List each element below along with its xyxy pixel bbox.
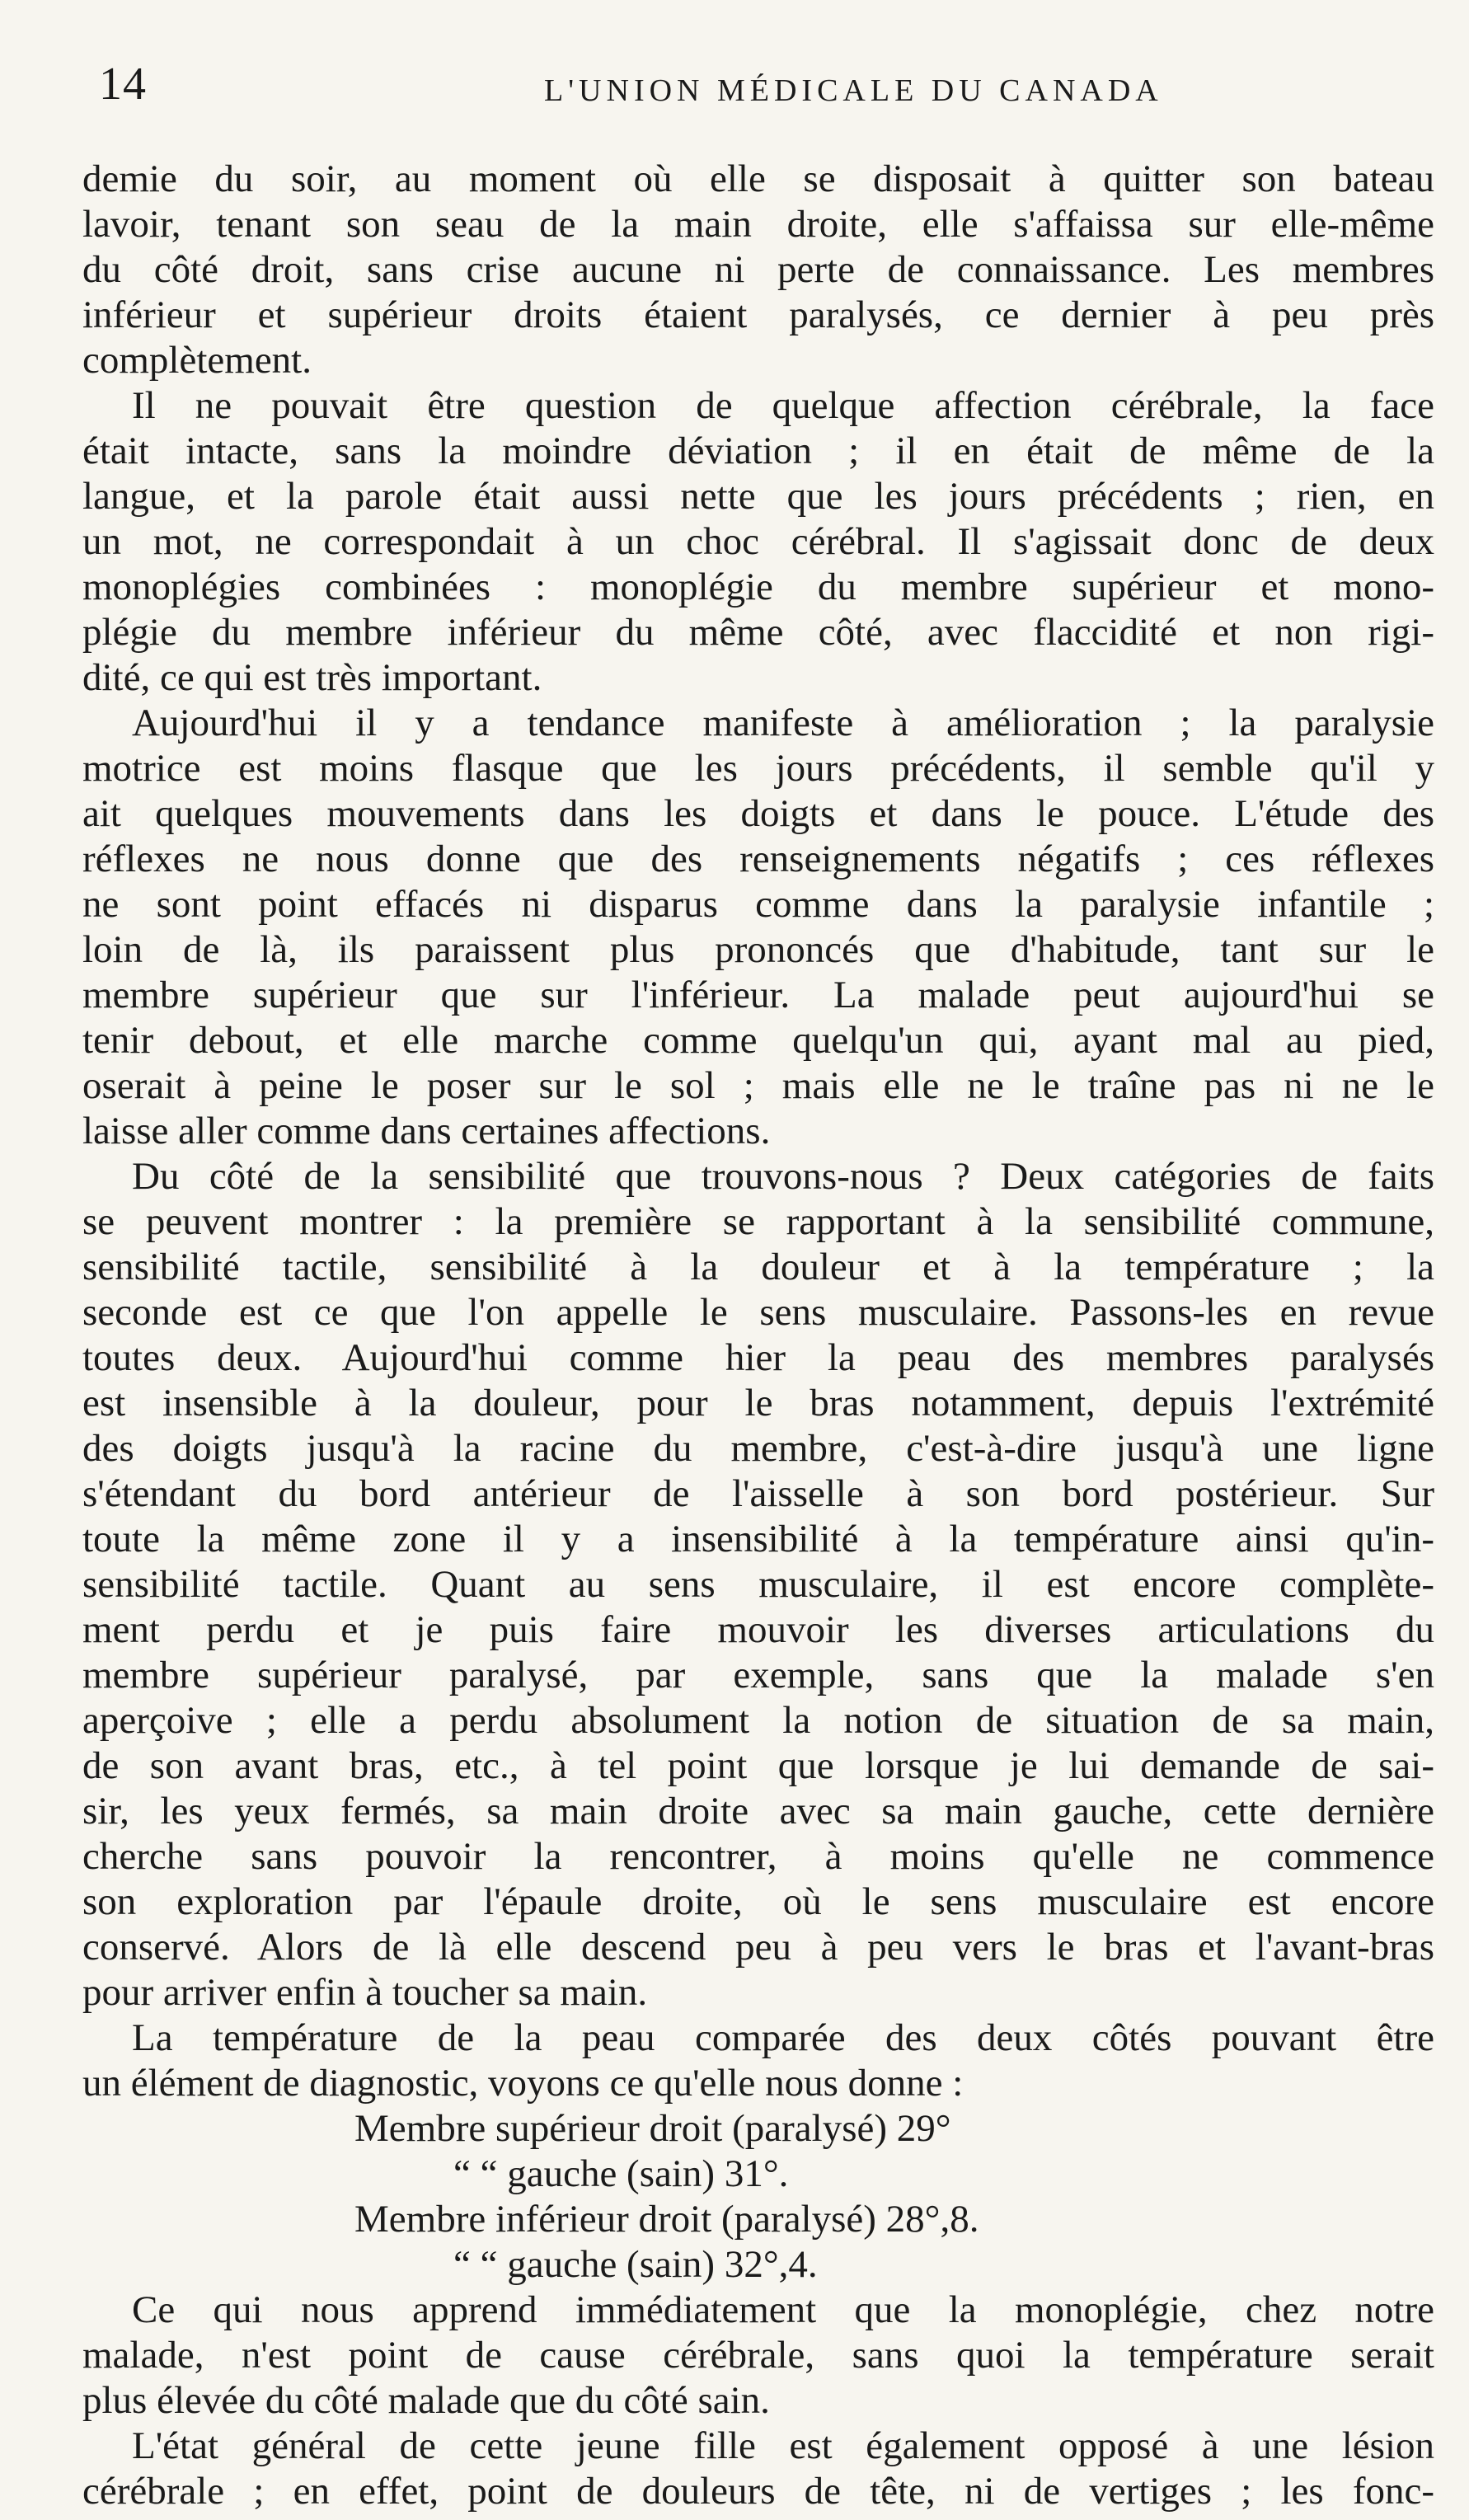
page-header <box>82 58 1420 124</box>
text-line: cérébrale ; en effet, point de douleurs de tête, ni de vertiges ; les fonc- <box>82 2470 1434 2513</box>
text-line: sensibilité tactile. Quant au sens musculaire, il est encore complète- <box>82 1563 1434 1606</box>
text-line: langue, et la parole était aussi nette que les jours précédents ; rien, en <box>82 475 1434 518</box>
text-line: La température de la peau comparée des deux côtés pouvant être <box>132 2016 1434 2059</box>
text-line: se peuvent montrer : la première se rapportant à la sensibilité commune, <box>82 1200 1434 1243</box>
text-line: demie du soir, au moment où elle se disposait à quitter son bateau <box>82 157 1434 200</box>
article-body <box>82 157 1434 2514</box>
running-title: L'UNION MÉDICALE DU CANADA <box>544 73 1163 108</box>
text-line: toute la même zone il y a insensibilité à la température ainsi qu'in- <box>82 1518 1434 1560</box>
temperature-row: Membre supérieur droit (paralysé) 29° <box>354 2107 951 2150</box>
text-line: toutes deux. Aujourd'hui comme hier la peau des membres paralysés <box>82 1336 1434 1379</box>
text-line: pour arriver enfin à toucher sa main. <box>82 1971 648 2014</box>
text-line: des doigts jusqu'à la racine du membre, c'est-à-dire jusqu'à une ligne <box>82 1427 1434 1470</box>
text-line: du côté droit, sans crise aucune ni perte de connaissance. Les membres <box>82 248 1434 291</box>
text-line: tenir debout, et elle marche comme quelqu'un qui, ayant mal au pied, <box>82 1019 1434 1062</box>
text-line: s'étendant du bord antérieur de l'aisselle à son bord postérieur. Sur <box>82 1472 1434 1515</box>
text-line: inférieur et supérieur droits étaient paralysés, ce dernier à peu près <box>82 293 1434 336</box>
text-line: un élément de diagnostic, voyons ce qu'elle nous donne : <box>82 2062 964 2105</box>
text-line: malade, n'est point de cause cérébrale, sans quoi la température serait <box>82 2334 1434 2377</box>
text-line: conservé. Alors de là elle descend peu à peu vers le bras et l'avant-bras <box>82 1926 1434 1969</box>
text-line: lavoir, tenant son seau de la main droite, elle s'affaissa sur elle-même <box>82 203 1434 246</box>
text-line: complètement. <box>82 339 312 382</box>
text-line: dité, ce qui est très important. <box>82 656 542 699</box>
text-line: membre supérieur que sur l'inférieur. La malade peut aujourd'hui se <box>82 974 1434 1016</box>
text-line: était intacte, sans la moindre déviation ; il en était de même de la <box>82 429 1434 472</box>
text-line: laisse aller comme dans certaines affections. <box>82 1110 771 1152</box>
temperature-row: Membre inférieur droit (paralysé) 28°,8. <box>354 2198 979 2241</box>
text-line: oserait à peine le poser sur le sol ; mais elle ne le traîne pas ni ne le <box>82 1064 1434 1107</box>
text-line: plus élevée du côté malade que du côté sain. <box>82 2379 770 2422</box>
text-line: réflexes ne nous donne que des renseignements négatifs ; ces réflexes <box>82 838 1434 880</box>
text-line: plégie du membre inférieur du même côté, avec flaccidité et non rigi- <box>82 611 1434 654</box>
text-line: son exploration par l'épaule droite, où le sens musculaire est encore <box>82 1880 1434 1923</box>
text-line: sir, les yeux fermés, sa main droite avec sa main gauche, cette dernière <box>82 1790 1434 1833</box>
text-line: seconde est ce que l'on appelle le sens musculaire. Passons-les en revue <box>82 1291 1434 1334</box>
text-line: loin de là, ils paraissent plus prononcés que d'habitude, tant sur le <box>82 928 1434 971</box>
text-line: monoplégies combinées : monoplégie du membre supérieur et mono- <box>82 565 1434 608</box>
text-line: membre supérieur paralysé, par exemple, sans que la malade s'en <box>82 1654 1434 1696</box>
temperature-row: “ “ gauche (sain) 32°,4. <box>453 2243 818 2286</box>
text-line: Il ne pouvait être question de quelque affection cérébrale, la face <box>132 384 1434 427</box>
text-line: cherche sans pouvoir la rencontrer, à moins qu'elle ne commence <box>82 1835 1434 1878</box>
temperature-row: “ “ gauche (sain) 31°. <box>453 2152 789 2195</box>
text-line: un mot, ne correspondait à un choc cérébral. Il s'agissait donc de deux <box>82 520 1434 563</box>
text-line: sensibilité tactile, sensibilité à la douleur et à la température ; la <box>82 1246 1434 1288</box>
text-line: aperçoive ; elle a perdu absolument la notion de situation de sa main, <box>82 1699 1434 1742</box>
text-line: Aujourd'hui il y a tendance manifeste à amélioration ; la paralysie <box>132 702 1434 744</box>
text-line: L'état général de cette jeune fille est également opposé à une lésion <box>132 2424 1434 2467</box>
text-line: ne sont point effacés ni disparus comme dans la paralysie infantile ; <box>82 883 1434 926</box>
text-line: est insensible à la douleur, pour le bras notamment, depuis l'extrémité <box>82 1382 1434 1424</box>
text-line: ment perdu et je puis faire mouvoir les diverses articulations du <box>82 1608 1434 1651</box>
text-line: de son avant bras, etc., à tel point que lorsque je lui demande de sai- <box>82 1744 1434 1787</box>
text-line: Du côté de la sensibilité que trouvons-nous ? Deux catégories de faits <box>132 1155 1434 1198</box>
text-line: Ce qui nous apprend immédiatement que la monoplégie, chez notre <box>132 2288 1434 2331</box>
page-number: 14 <box>99 59 147 110</box>
text-line: motrice est moins flasque que les jours précédents, il semble qu'il y <box>82 747 1434 790</box>
text-line: ait quelques mouvements dans les doigts et dans le pouce. L'étude des <box>82 792 1434 835</box>
